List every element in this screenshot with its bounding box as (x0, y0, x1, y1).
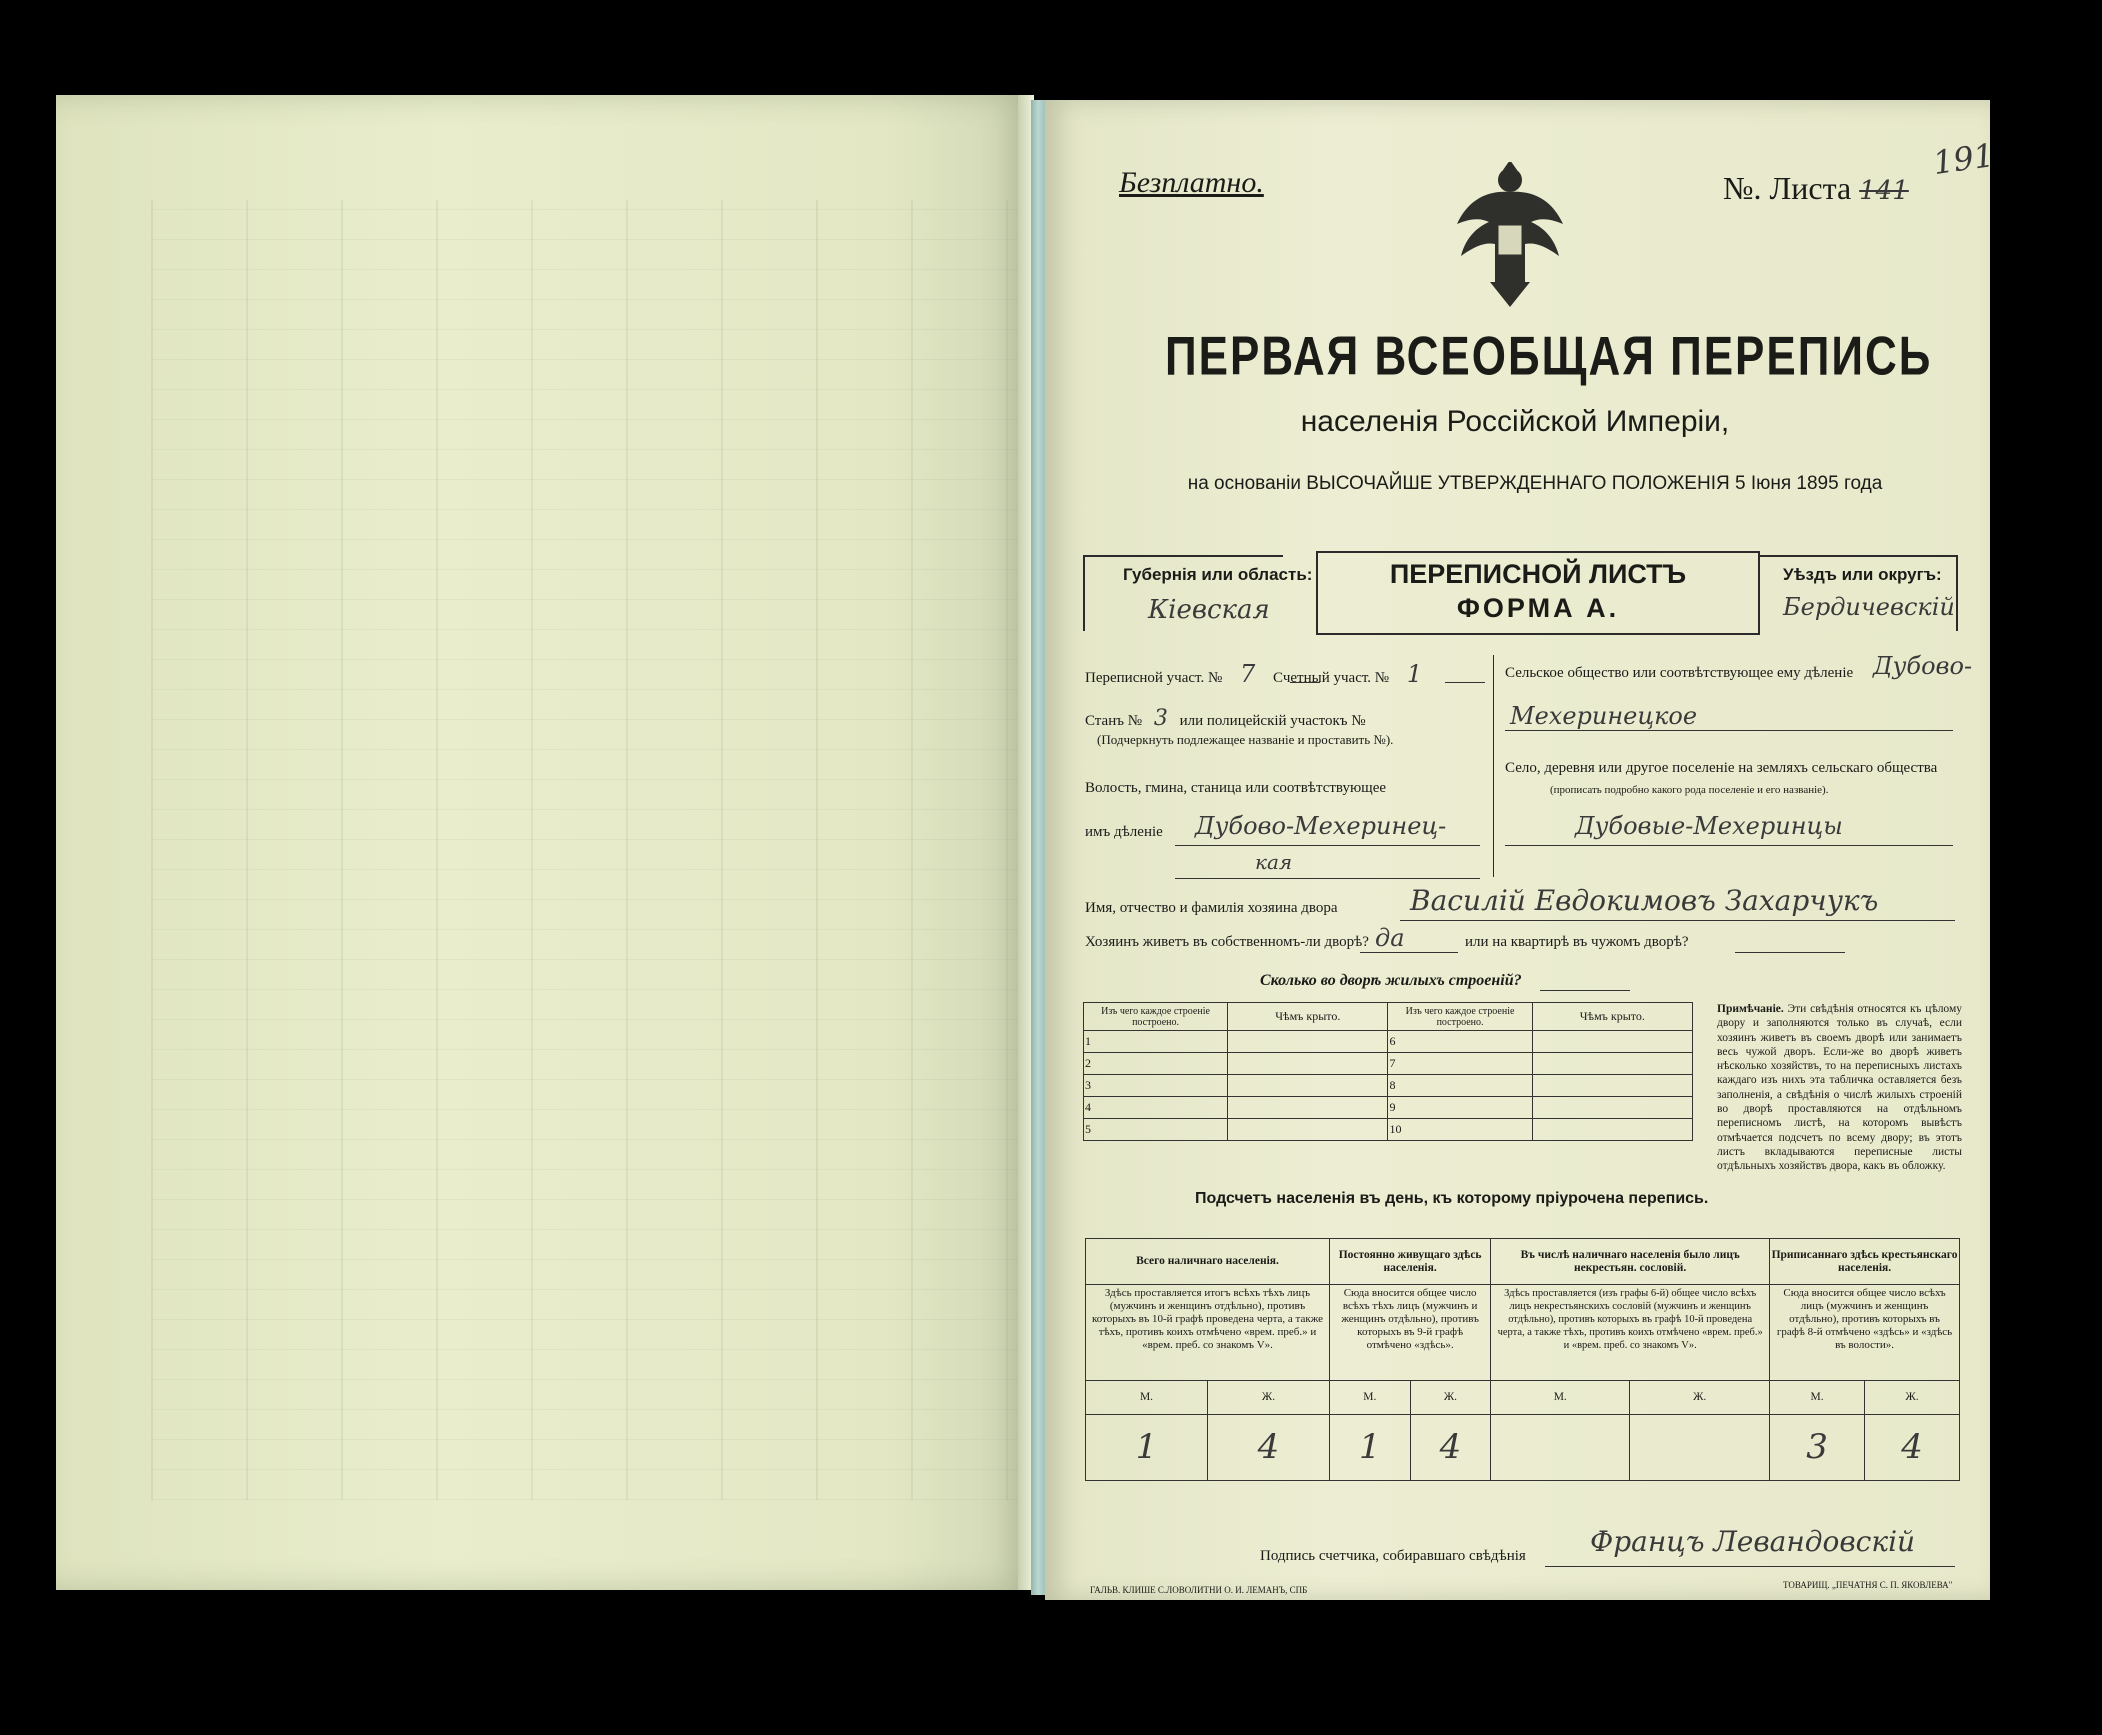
owner-label: Имя, отчество и фамилія хозяина двора (1085, 900, 1338, 916)
apartment-label: или на квартирѣ въ чужомъ дворѣ? (1465, 934, 1689, 950)
signature-value: Францъ Левандовскій (1590, 1525, 1916, 1558)
volost-value-line2: кая (1255, 850, 1293, 874)
stan-value: 3 (1153, 706, 1168, 731)
book-spine-edge (1031, 100, 1045, 1595)
uezd-label: Уѣздъ или округъ: (1783, 565, 1942, 584)
underline-instruction: (Подчеркнуть подлежащее названіе и проставить №). (1097, 732, 1394, 747)
count-value-permanent-m: 1 (1330, 1415, 1411, 1481)
count-value-nonpeasant-m (1491, 1415, 1630, 1481)
uezd-value: Бердичевскій (1783, 593, 1955, 621)
police-district-label: или полицейскій участокъ № (1179, 713, 1366, 729)
count-value-nonpeasant-zh (1630, 1415, 1770, 1481)
sheet-number-handwritten: 191 (1930, 135, 1997, 183)
buildings-question: Сколько во дворѣ жилыхъ строеній? (1260, 972, 1522, 989)
census-form-page (1045, 100, 1997, 1600)
building-row-number: 5 (1084, 1119, 1228, 1141)
stan-label: Станъ № (1085, 713, 1143, 729)
count-value-total-zh: 4 (1207, 1415, 1329, 1481)
eagle-emblem-icon (1445, 162, 1575, 317)
selo-value: Дубовые-Мехеринцы (1575, 812, 1843, 840)
census-district-label: Переписной участ. № (1085, 670, 1223, 686)
own-yard-label: Хозяинъ живетъ въ собственномъ-ли дворѣ? (1085, 934, 1369, 950)
left-page-faded-grid (151, 200, 1071, 1500)
gubernia-value: Кіевская (1148, 595, 1270, 625)
field-divider (1493, 655, 1494, 877)
count-value-registered-zh: 4 (1865, 1415, 1960, 1481)
count-col-desc: Здѣсь проставляется итогъ всѣхъ тѣхъ лицъ (мужчинъ и женщинъ отдѣльно), противъ которыхъ въ 10-й графѣ проведена черта, а также тѣхъ, противъ коихъ отмѣчено «врем. преб.» и «врем. преб. со знакомъ V». (1086, 1285, 1330, 1381)
buildings-note-text: Эти свѣдѣнія относятся къ цѣлому двору и заполняются только въ случаѣ, если хозяинъ живетъ въ своемъ дворѣ или занимаетъ весь чужой дворъ. Если-же во дворѣ живетъ нѣсколько хозяйствъ, то на переписныхъ листахъ каждаго изъ нихъ эта табличка оставляется безъ заполненія, а свѣдѣнія о числѣ жилыхъ строеній во дворѣ проставляются на отдѣльномъ переписномъ листѣ, на которомъ вывѣстъ отмѣчается подсчетъ по всему двору; въ этотъ листъ вкладываются переписные листы отдѣльныхъ хозяйствъ двора, какъ въ обложку. (1717, 1003, 1962, 1173)
signature-label: Подпись счетчика, собиравшаго свѣдѣнія (1260, 1548, 1526, 1564)
count-m-label: М. (1086, 1381, 1208, 1415)
own-yard-value: да (1375, 924, 1405, 952)
buildings-col-roof-left: Чѣмъ крыто. (1228, 1003, 1388, 1031)
owner-value: Василій Евдокимовъ Захарчукъ (1410, 884, 1879, 917)
printer-footer-right: ТОВАРИЩ. „ПЕЧАТНЯ С. П. ЯКОВЛЕВА" (1783, 1580, 1953, 1590)
building-row-number: 2 (1084, 1053, 1228, 1075)
building-row-number: 4 (1084, 1097, 1228, 1119)
count-zh-label: Ж. (1207, 1381, 1329, 1415)
population-count-heading: Подсчетъ населенія въ день, къ которому пріурочена перепись. (1195, 1190, 1709, 1207)
free-label: Безплатно. (1119, 166, 1264, 199)
count-value-registered-m: 3 (1770, 1415, 1865, 1481)
building-row-number: 8 (1388, 1075, 1532, 1097)
form-title-box (1316, 551, 1760, 635)
society-value-line1: Дубово- (1873, 652, 1973, 680)
selo-instruction: (прописать подробно какого рода поселеніе и его названіе). (1550, 784, 1829, 796)
building-row-number: 6 (1388, 1031, 1532, 1053)
printer-footer-left: ГАЛЬВ. КЛИШЕ С.ЛОВОЛИТНИ О. И. ЛЕМАНЪ, СПБ (1090, 1585, 1308, 1595)
census-district-row (1085, 660, 1436, 688)
count-zh-label: Ж. (1865, 1381, 1960, 1415)
count-col-title: Въ числѣ наличнаго населенія было лицъ некрестьян. сословій. (1491, 1239, 1770, 1285)
sheet-number (1723, 170, 1909, 207)
building-row-number: 9 (1388, 1097, 1532, 1119)
counting-district-label: Счетный участ. № (1273, 670, 1390, 686)
count-m-label: М. (1770, 1381, 1865, 1415)
count-col-desc: Здѣсь проставляется (изъ графы 6-й) общее число всѣхъ лицъ некрестьянскихъ сословій (мужчинъ и женщинъ отдѣльно), противъ которыхъ въ графѣ 10-й проведена черта, а также тѣхъ, противъ коихъ отмѣчено «врем. преб.» и «врем. преб. со знакомъ V». (1491, 1285, 1770, 1381)
buildings-col-material-left: Изъ чего каждое строеніе построено. (1084, 1003, 1228, 1031)
count-col-desc: Сюда вносится общее число всѣхъ лицъ (мужчинъ и женщинъ отдѣльно), противъ которыхъ въ графѣ 8-й отмѣчено «здѣсь» и «здѣсь въ волости». (1770, 1285, 1960, 1381)
sheet-number-label: №. Листа (1723, 170, 1852, 206)
volost-label-line2: имъ дѣленіе (1085, 824, 1163, 840)
building-row-number: 3 (1084, 1075, 1228, 1097)
census-title: ПЕРВАЯ ВСЕОБЩАЯ ПЕРЕПИСЬ (1165, 325, 1933, 387)
volost-value-line1: Дубово-Мехеринец- (1195, 812, 1447, 840)
census-subtitle: населенія Россійской Имперіи, (1300, 405, 1730, 438)
count-col-title: Постоянно живущаго здѣсь населенія. (1330, 1239, 1491, 1285)
count-value-permanent-zh: 4 (1410, 1415, 1491, 1481)
count-m-label: М. (1491, 1381, 1630, 1415)
buildings-col-material-right: Изъ чего каждое строеніе построено. (1388, 1003, 1532, 1031)
society-value-line2: Мехеринецкое (1510, 702, 1698, 730)
counting-district-value: 1 (1406, 660, 1423, 688)
building-row-number: 10 (1388, 1119, 1532, 1141)
buildings-table (1083, 1002, 1693, 1141)
sheet-number-struck: 141 (1859, 176, 1909, 206)
count-col-title: Приписаннаго здѣсь крестьянскаго населенія. (1770, 1239, 1960, 1285)
volost-label-line1: Волость, гмина, станица или соотвѣтствующее (1085, 780, 1387, 796)
buildings-note-title: Примѣчаніе. (1717, 1003, 1784, 1015)
form-title-line2: ФОРМА А. (1456, 593, 1620, 623)
gubernia-label: Губернія или область: (1123, 565, 1313, 584)
count-col-desc: Сюда вносится общее число всѣхъ тѣхъ лицъ (мужчинъ и женщинъ отдѣльно), противъ которыхъ въ 9-й графѣ отмѣчено «здѣсь». (1330, 1285, 1491, 1381)
selo-label: Село, деревня или другое поселеніе на земляхъ сельскаго общества (1505, 760, 1938, 776)
count-zh-label: Ж. (1410, 1381, 1491, 1415)
count-col-title: Всего наличнаго населенія. (1086, 1239, 1330, 1285)
province-block (1083, 555, 1958, 631)
buildings-col-roof-right: Чѣмъ крыто. (1532, 1003, 1692, 1031)
left-page (56, 95, 1031, 1590)
buildings-note (1717, 1002, 1962, 1174)
stan-row (1085, 706, 1366, 731)
legal-basis: на основаніи ВЫСОЧАЙШЕ УТВЕРЖДЕННАГО ПОЛОЖЕНІЯ 5 Іюня 1895 года (1187, 473, 1883, 494)
form-title-line1: ПЕРЕПИСНОЙ ЛИСТЪ (1389, 559, 1687, 589)
society-label: Сельское общество или соотвѣтствующее ему дѣленіе (1505, 665, 1854, 681)
count-m-label: М. (1330, 1381, 1411, 1415)
count-value-total-m: 1 (1086, 1415, 1208, 1481)
building-row-number: 7 (1388, 1053, 1532, 1075)
population-count-table (1085, 1238, 1960, 1481)
building-row-number: 1 (1084, 1031, 1228, 1053)
count-zh-label: Ж. (1630, 1381, 1770, 1415)
census-district-value: 7 (1240, 660, 1256, 688)
